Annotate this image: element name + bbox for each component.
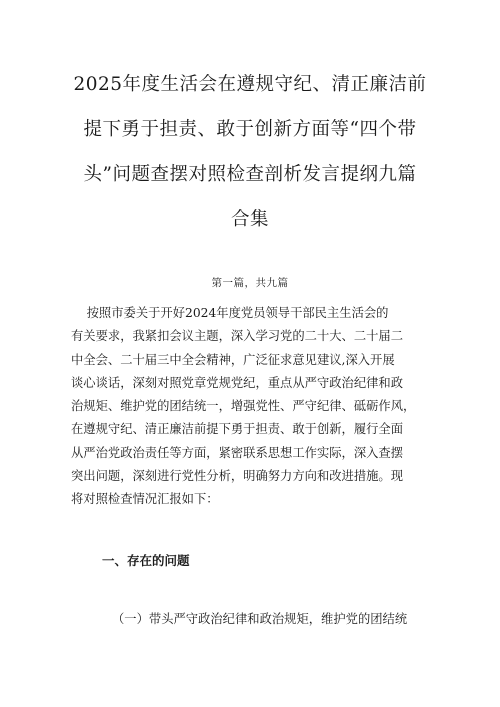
paragraph-line: 在遵规守纪、清正廉洁前提下勇于担责、敢于创新，履行全面 (71, 422, 404, 437)
paragraph-line: 按照市委关于开好2024年度党员领导干部民主生活会的 (71, 306, 389, 320)
paragraph-line: 治规矩、维护党的团结统一，增强党性、严守纪律、砥砺作风， (71, 399, 416, 414)
title-line: 头”问题查摆对照检查剖析发言提纲九篇 (83, 164, 417, 185)
paragraph-line: 中全会、二十届三中全会精神，广泛征求意见建议,深入开展 (71, 352, 395, 367)
intro-paragraph (71, 302, 437, 512)
paragraph-line: 有关要求，我紧扣会议主题，深入学习党的二十大、二十届二 (71, 329, 404, 344)
title-line: 合集 (230, 209, 269, 230)
title-line: 2025年度生活会在遵规守纪、清正廉洁前 (73, 74, 427, 95)
document-title (60, 62, 440, 242)
title-line: 提下勇于担责、敢于创新方面等“四个带 (83, 119, 417, 140)
paragraph-line: 突出问题，深刻进行党性分析，明确努力方向和改进措施。现 (71, 469, 404, 484)
paragraph-line: 将对照检查情况汇报如下： (71, 492, 219, 507)
document-subtitle: 第一篇，共九篇 (211, 277, 289, 289)
paragraph-line: 从严治党政治责任等方面，紧密联系思想工作实际，深入查摆 (71, 445, 404, 460)
section-heading: 一、存在的问题 (102, 553, 190, 568)
paragraph-line: 谈心谈话，深刻对照党章党规党纪，重点从严守政治纪律和政 (71, 375, 404, 390)
subsection-heading: （一）带头严守政治纪律和政治规矩，维护党的团结统 (112, 612, 408, 626)
